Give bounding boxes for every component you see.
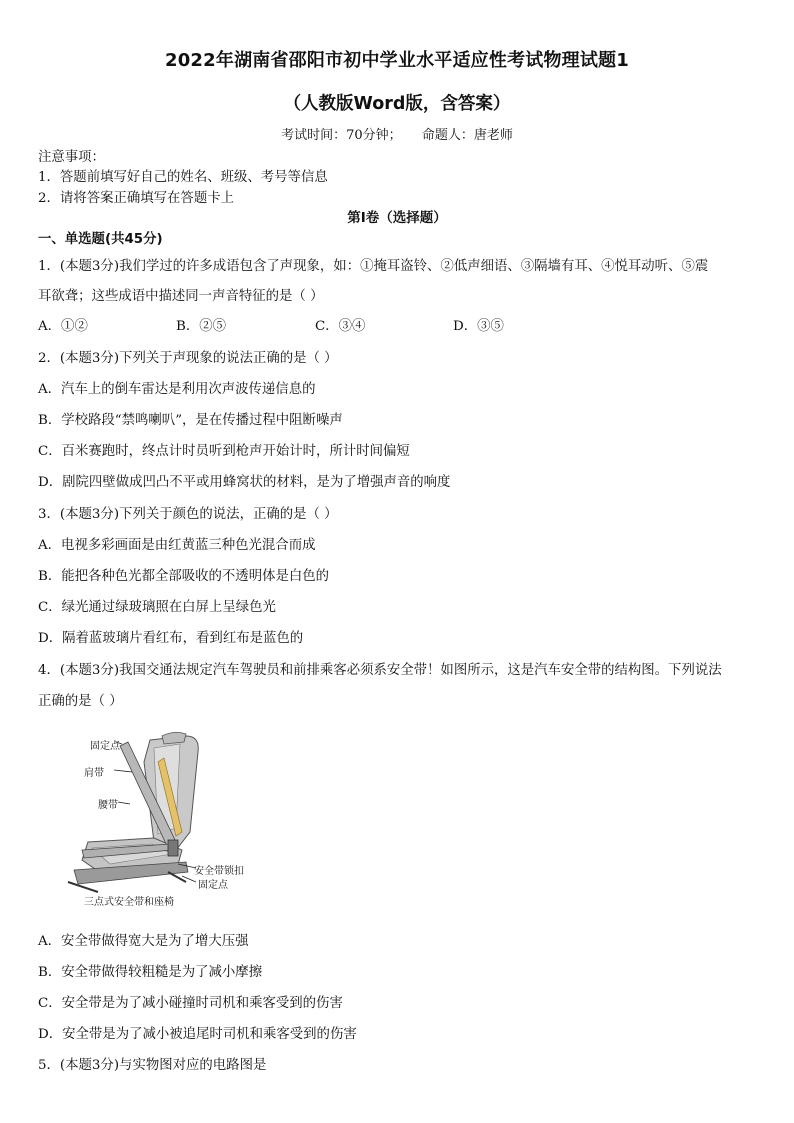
- seatbelt-seat-illustration: [58, 732, 258, 910]
- note-item: 1．答题前填写好自己的姓名、班级、考号等信息: [38, 170, 328, 185]
- option-a[interactable]: A．电视多彩画面是由红黄蓝三种色光混合而成: [38, 538, 316, 553]
- option-d[interactable]: D．安全带是为了减小被追尾时司机和乘客受到的伤害: [38, 1027, 357, 1042]
- option-b[interactable]: B．学校路段“禁鸣喇叭”，是在传播过程中阻断噪声: [38, 413, 343, 428]
- option-c[interactable]: C．绿光通过绿玻璃照在白屏上呈绿色光: [38, 600, 276, 615]
- figure-caption: 三点式安全带和座椅: [84, 897, 174, 908]
- question-1-stem-cont: 耳欲聋；这些成语中描述同一声音特征的是（ ）: [38, 289, 324, 304]
- figure-label-fixed-top: 固定点: [90, 741, 120, 752]
- figure-label-fixed-bottom: 固定点: [198, 880, 228, 891]
- question-4-stem: 4．(本题3分)我国交通法规定汽车驾驶员和前排乘客必须系安全带！如图所示，这是汽车安全带的结构图。下列说法: [38, 663, 722, 678]
- option-a[interactable]: A．①②: [38, 319, 88, 334]
- option-c[interactable]: C．③④: [315, 319, 366, 334]
- question-2-stem: 2．(本题3分)下列关于声现象的说法正确的是（ ）: [38, 351, 338, 366]
- option-d[interactable]: D．剧院四壁做成凹凸不平或用蜂窝状的材料，是为了增强声音的响度: [38, 475, 451, 490]
- notes-heading: 注意事项：: [38, 150, 105, 165]
- part-title: 第I卷（选择题）: [347, 210, 447, 226]
- figure-label-buckle: 安全带锁扣: [194, 866, 244, 877]
- exam-meta: [0, 124, 794, 143]
- exam-author: 命题人：唐老师: [421, 128, 513, 143]
- exam-title: 2022年湖南省邵阳市初中学业水平适应性考试物理试题1: [164, 50, 630, 71]
- option-b[interactable]: B．安全带做得较粗糙是为了减小摩擦: [38, 965, 263, 980]
- exam-time: 考试时间：70分钟；: [281, 128, 402, 143]
- figure-label-waist: 腰带: [98, 800, 118, 811]
- option-d[interactable]: D．隔着蓝玻璃片看红布，看到红布是蓝色的: [38, 631, 304, 646]
- option-d[interactable]: D．③⑤: [453, 319, 504, 334]
- option-b[interactable]: B．能把各种色光都全部吸收的不透明体是白色的: [38, 569, 330, 584]
- option-a[interactable]: A．汽车上的倒车雷达是利用次声波传递信息的: [38, 382, 316, 397]
- option-b[interactable]: B．②⑤: [176, 319, 227, 334]
- exam-subtitle: （人教版Word版，含答案）: [283, 94, 511, 114]
- question-1-stem: 1．(本题3分)我们学过的许多成语包含了声现象，如：①掩耳盗铃、②低声细语、③隔墙有耳、④悦耳动听、⑤震: [38, 259, 709, 274]
- question-4-stem-cont: 正确的是（ ）: [38, 694, 123, 709]
- seatbelt-figure: [58, 732, 258, 910]
- option-c[interactable]: C．百米赛跑时，终点计时员听到枪声开始计时，所计时间偏短: [38, 444, 410, 459]
- option-a[interactable]: A．安全带做得宽大是为了增大压强: [38, 934, 249, 949]
- figure-label-shoulder: 肩带: [84, 768, 104, 779]
- question-3-stem: 3．(本题3分)下列关于颜色的说法，正确的是（ ）: [38, 507, 338, 522]
- option-c[interactable]: C．安全带是为了减小碰撞时司机和乘客受到的伤害: [38, 996, 343, 1011]
- section-heading: 一、单选题(共45分): [38, 232, 163, 247]
- note-item: 2．请将答案正确填写在答题卡上: [38, 191, 234, 206]
- question-5-stem: 5．(本题3分)与实物图对应的电路图是: [38, 1058, 267, 1073]
